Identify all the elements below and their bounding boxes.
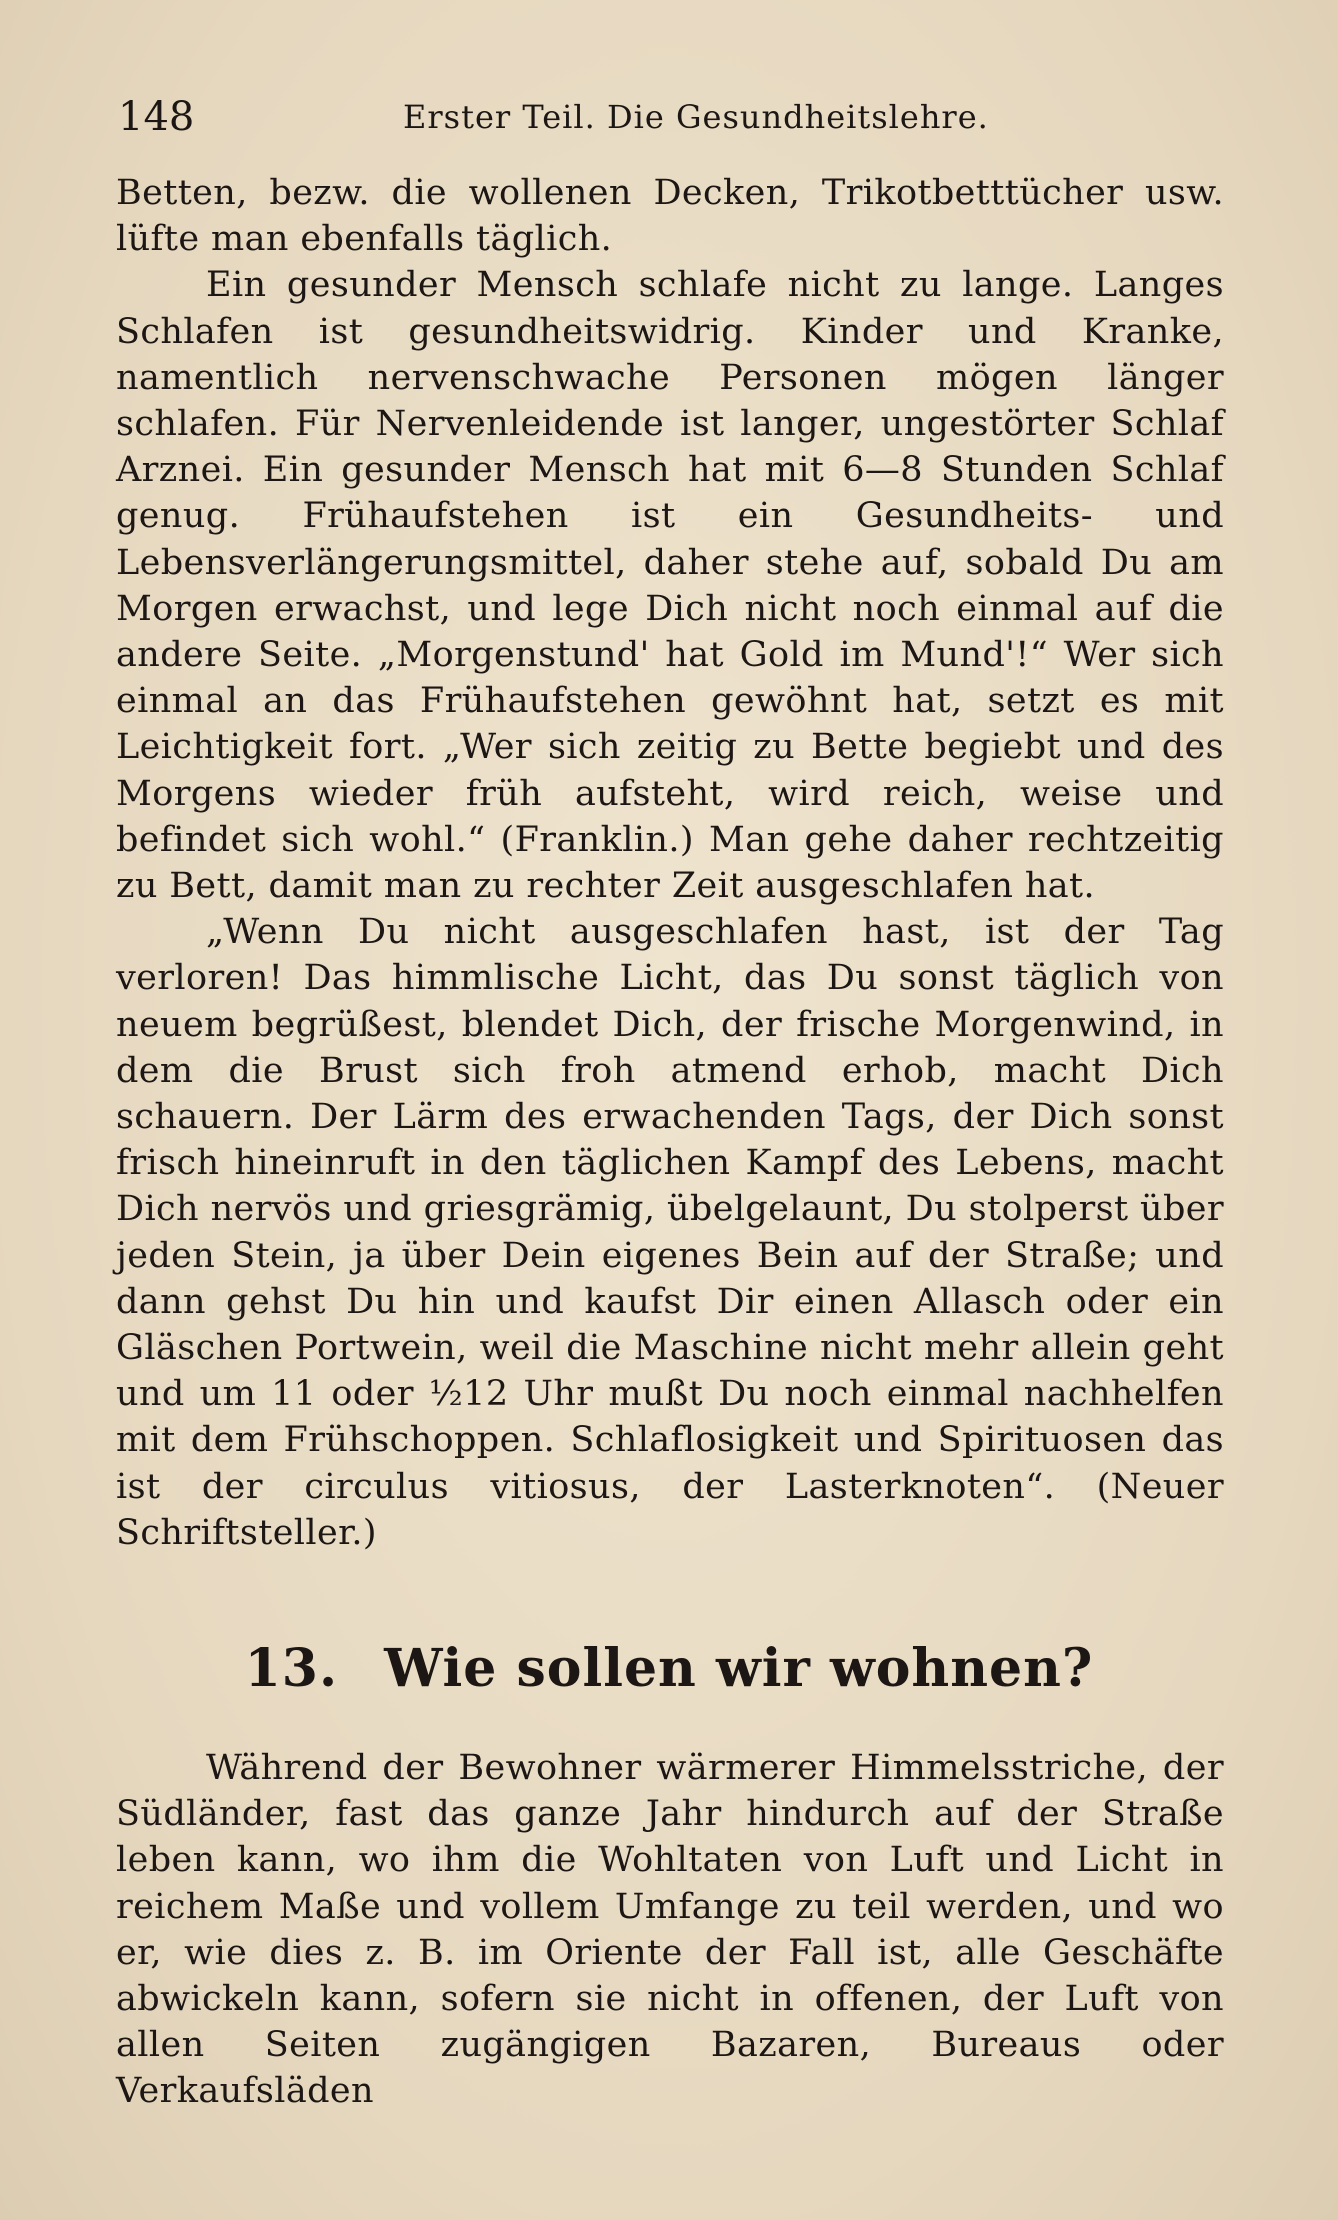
paragraph-1: Betten, bezw. die wollenen Decken, Trikotbetttücher usw. lüfte man ebenfalls täglich.: [116, 173, 1224, 260]
body-text-section-12: [116, 170, 1224, 1556]
section-number: 13.: [244, 1638, 339, 1699]
page-number: 148: [118, 94, 195, 140]
paragraph-4: Während der Bewohner wärmerer Himmelsstriche, der Südländer, fast das ganze Jahr hindurch auf der Straße leben kann, wo ihm die Wohltaten von Luft und Licht in reichem Maße und vollem Umfange zu teil werden, und wo er, wie dies z. B. im Oriente der Fall ist, alle Geschäfte abwickeln kann, sofern sie nicht in offenen, der Luft von allen Seiten zugängigen Bazaren, Bureaus oder Verkaufsläden: [116, 1748, 1224, 2112]
paragraph-3: „Wenn Du nicht ausgeschlafen hast, ist der Tag verloren! Das himmlische Licht, das Du sonst täglich von neuem begrüßest, blendet Dich, der frische Morgenwind, in dem die Brust sich froh atmend erhob, macht Dich schauern. Der Lärm des erwachenden Tags, der Dich sonst frisch hineinruft in den täglichen Kampf des Lebens, macht Dich nervös und griesgrämig, übelgelaunt, Du stolperst über jeden Stein, ja über Dein eigenes Bein auf der Straße; und dann gehst Du hin und kaufst Dir einen Allasch oder ein Gläschen Portwein, weil die Maschine nicht mehr allein geht und um 11 oder ½12 Uhr mußt Du noch einmal nachhelfen mit dem Frühschoppen. Schlaflosigkeit und Spirituosen das ist der circulus vitiosus, der Lasterknoten“. (Neuer Schriftsteller.): [116, 912, 1224, 1553]
paragraph-2: Ein gesunder Mensch schlafe nicht zu lange. Langes Schlafen ist gesundheitswidrig. Kinder und Kranke, namentlich nervenschwache Personen mögen länger schlafen. Für Nervenleidende ist langer, ungestörter Schlaf Arznei. Ein gesunder Mensch hat mit 6—8 Stunden Schlaf genug. Frühaufstehen ist ein Gesundheits- und Lebensverlängerungsmittel, daher stehe auf, sobald Du am Morgen erwachst, und lege Dich nicht noch einmal auf die andere Seite. „Morgenstund' hat Gold im Mund'!“ Wer sich einmal an das Frühaufstehen gewöhnt hat, setzt es mit Leichtigkeit fort. „Wer sich zeitig zu Bette begiebt und des Morgens wieder früh aufsteht, wird reich, weise und befindet sich wohl.“ (Franklin.) Man gehe daher rechtzeitig zu Bett, damit man zu rechter Zeit ausgeschlafen hat.: [116, 265, 1224, 907]
body-text-section-13: [116, 1745, 1224, 2115]
section-title: Wie sollen wir wohnen?: [384, 1638, 1094, 1699]
page-header: [118, 92, 1224, 142]
running-head: Erster Teil. Die Gesundheitslehre.: [403, 98, 989, 136]
section-heading: [0, 1634, 1338, 1704]
